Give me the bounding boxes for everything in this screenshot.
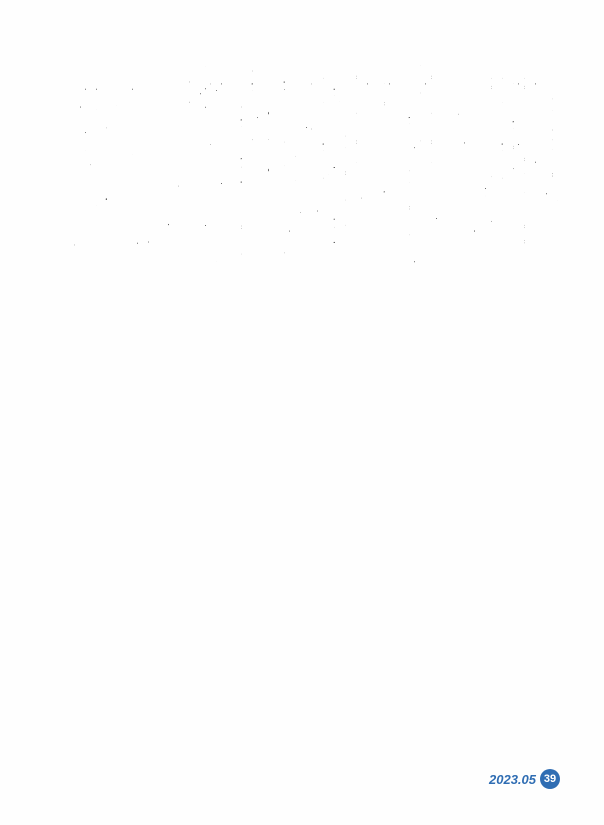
text-line: [355, 64, 357, 744]
text-line: [131, 64, 132, 744]
text-line: [408, 64, 410, 744]
text-line: [278, 64, 280, 744]
text-line: [115, 64, 116, 744]
text-line: [121, 64, 122, 744]
text-line: [111, 64, 112, 744]
text-line: [458, 64, 460, 744]
text-line: [262, 64, 263, 744]
text-line: [300, 64, 302, 744]
text-line: [194, 64, 195, 744]
text-line: [294, 64, 296, 744]
text-line: [183, 64, 184, 744]
text-line: [240, 64, 242, 744]
text-line: [557, 64, 559, 744]
text-line: [484, 64, 486, 744]
text-column-left: [74, 64, 222, 744]
text-column-right: [408, 64, 558, 744]
text-line: [251, 64, 253, 744]
text-line: [523, 64, 525, 744]
text-line: [178, 64, 179, 744]
text-line: [246, 64, 248, 744]
text-line: [540, 64, 542, 744]
text-line: [441, 64, 443, 744]
text-line: [173, 64, 174, 744]
text-line: [101, 64, 102, 744]
text-line: [79, 64, 80, 744]
text-line: [551, 64, 553, 744]
section-heading: [267, 64, 269, 744]
section-heading: [168, 64, 169, 744]
text-line: [389, 64, 391, 744]
text-line: [383, 64, 385, 744]
text-line: [479, 64, 480, 744]
text-line: [512, 64, 514, 744]
section-heading: [474, 64, 476, 744]
text-line: [158, 64, 159, 744]
text-line: [199, 64, 200, 744]
text-line: [322, 64, 324, 744]
text-line: [147, 64, 148, 744]
text-line: [283, 64, 285, 744]
text-line: [85, 64, 86, 744]
text-line: [328, 64, 330, 744]
text-line: [137, 64, 138, 744]
text-line: [350, 64, 352, 744]
text-line: [419, 64, 421, 744]
text-line: [311, 64, 313, 744]
text-line: [221, 64, 222, 744]
text-line: [372, 64, 374, 744]
text-line: [496, 64, 498, 744]
page-footer: [489, 769, 560, 789]
text-line: [430, 64, 432, 744]
text-line: [339, 64, 341, 744]
text-line: [344, 64, 346, 744]
text-line: [447, 64, 449, 744]
text-line: [210, 64, 211, 744]
text-line: [95, 64, 96, 744]
text-line: [436, 64, 438, 744]
page-number: 39: [540, 769, 560, 789]
text-line: [469, 64, 470, 744]
text-line: [273, 64, 274, 744]
text-line: [361, 64, 363, 744]
text-line: [316, 64, 318, 744]
text-line: [333, 64, 335, 744]
text-line: [189, 64, 190, 744]
text-line: [215, 64, 216, 744]
text-line: [518, 64, 520, 744]
text-line: [490, 64, 492, 744]
section-heading: [105, 64, 106, 744]
text-line: [90, 64, 91, 744]
text-line: [74, 64, 75, 744]
issue-date: 2023.05: [489, 771, 536, 787]
text-line: [507, 64, 509, 744]
text-line: [366, 64, 368, 744]
text-line: [163, 64, 164, 744]
text-line: [142, 64, 143, 744]
text-line: [414, 64, 416, 744]
text-line: [545, 64, 547, 744]
text-line: [377, 64, 379, 744]
text-line: [153, 64, 154, 744]
text-line: [501, 64, 503, 744]
text-line: [452, 64, 454, 744]
text-line: [463, 64, 465, 744]
text-line: [257, 64, 259, 744]
text-line: [305, 64, 307, 744]
text-line: [529, 64, 531, 744]
text-line: [425, 64, 427, 744]
text-line: [289, 64, 291, 744]
text-line: [534, 64, 536, 744]
text-column-middle: [240, 64, 390, 744]
text-line: [126, 64, 127, 744]
text-line: [205, 64, 206, 744]
